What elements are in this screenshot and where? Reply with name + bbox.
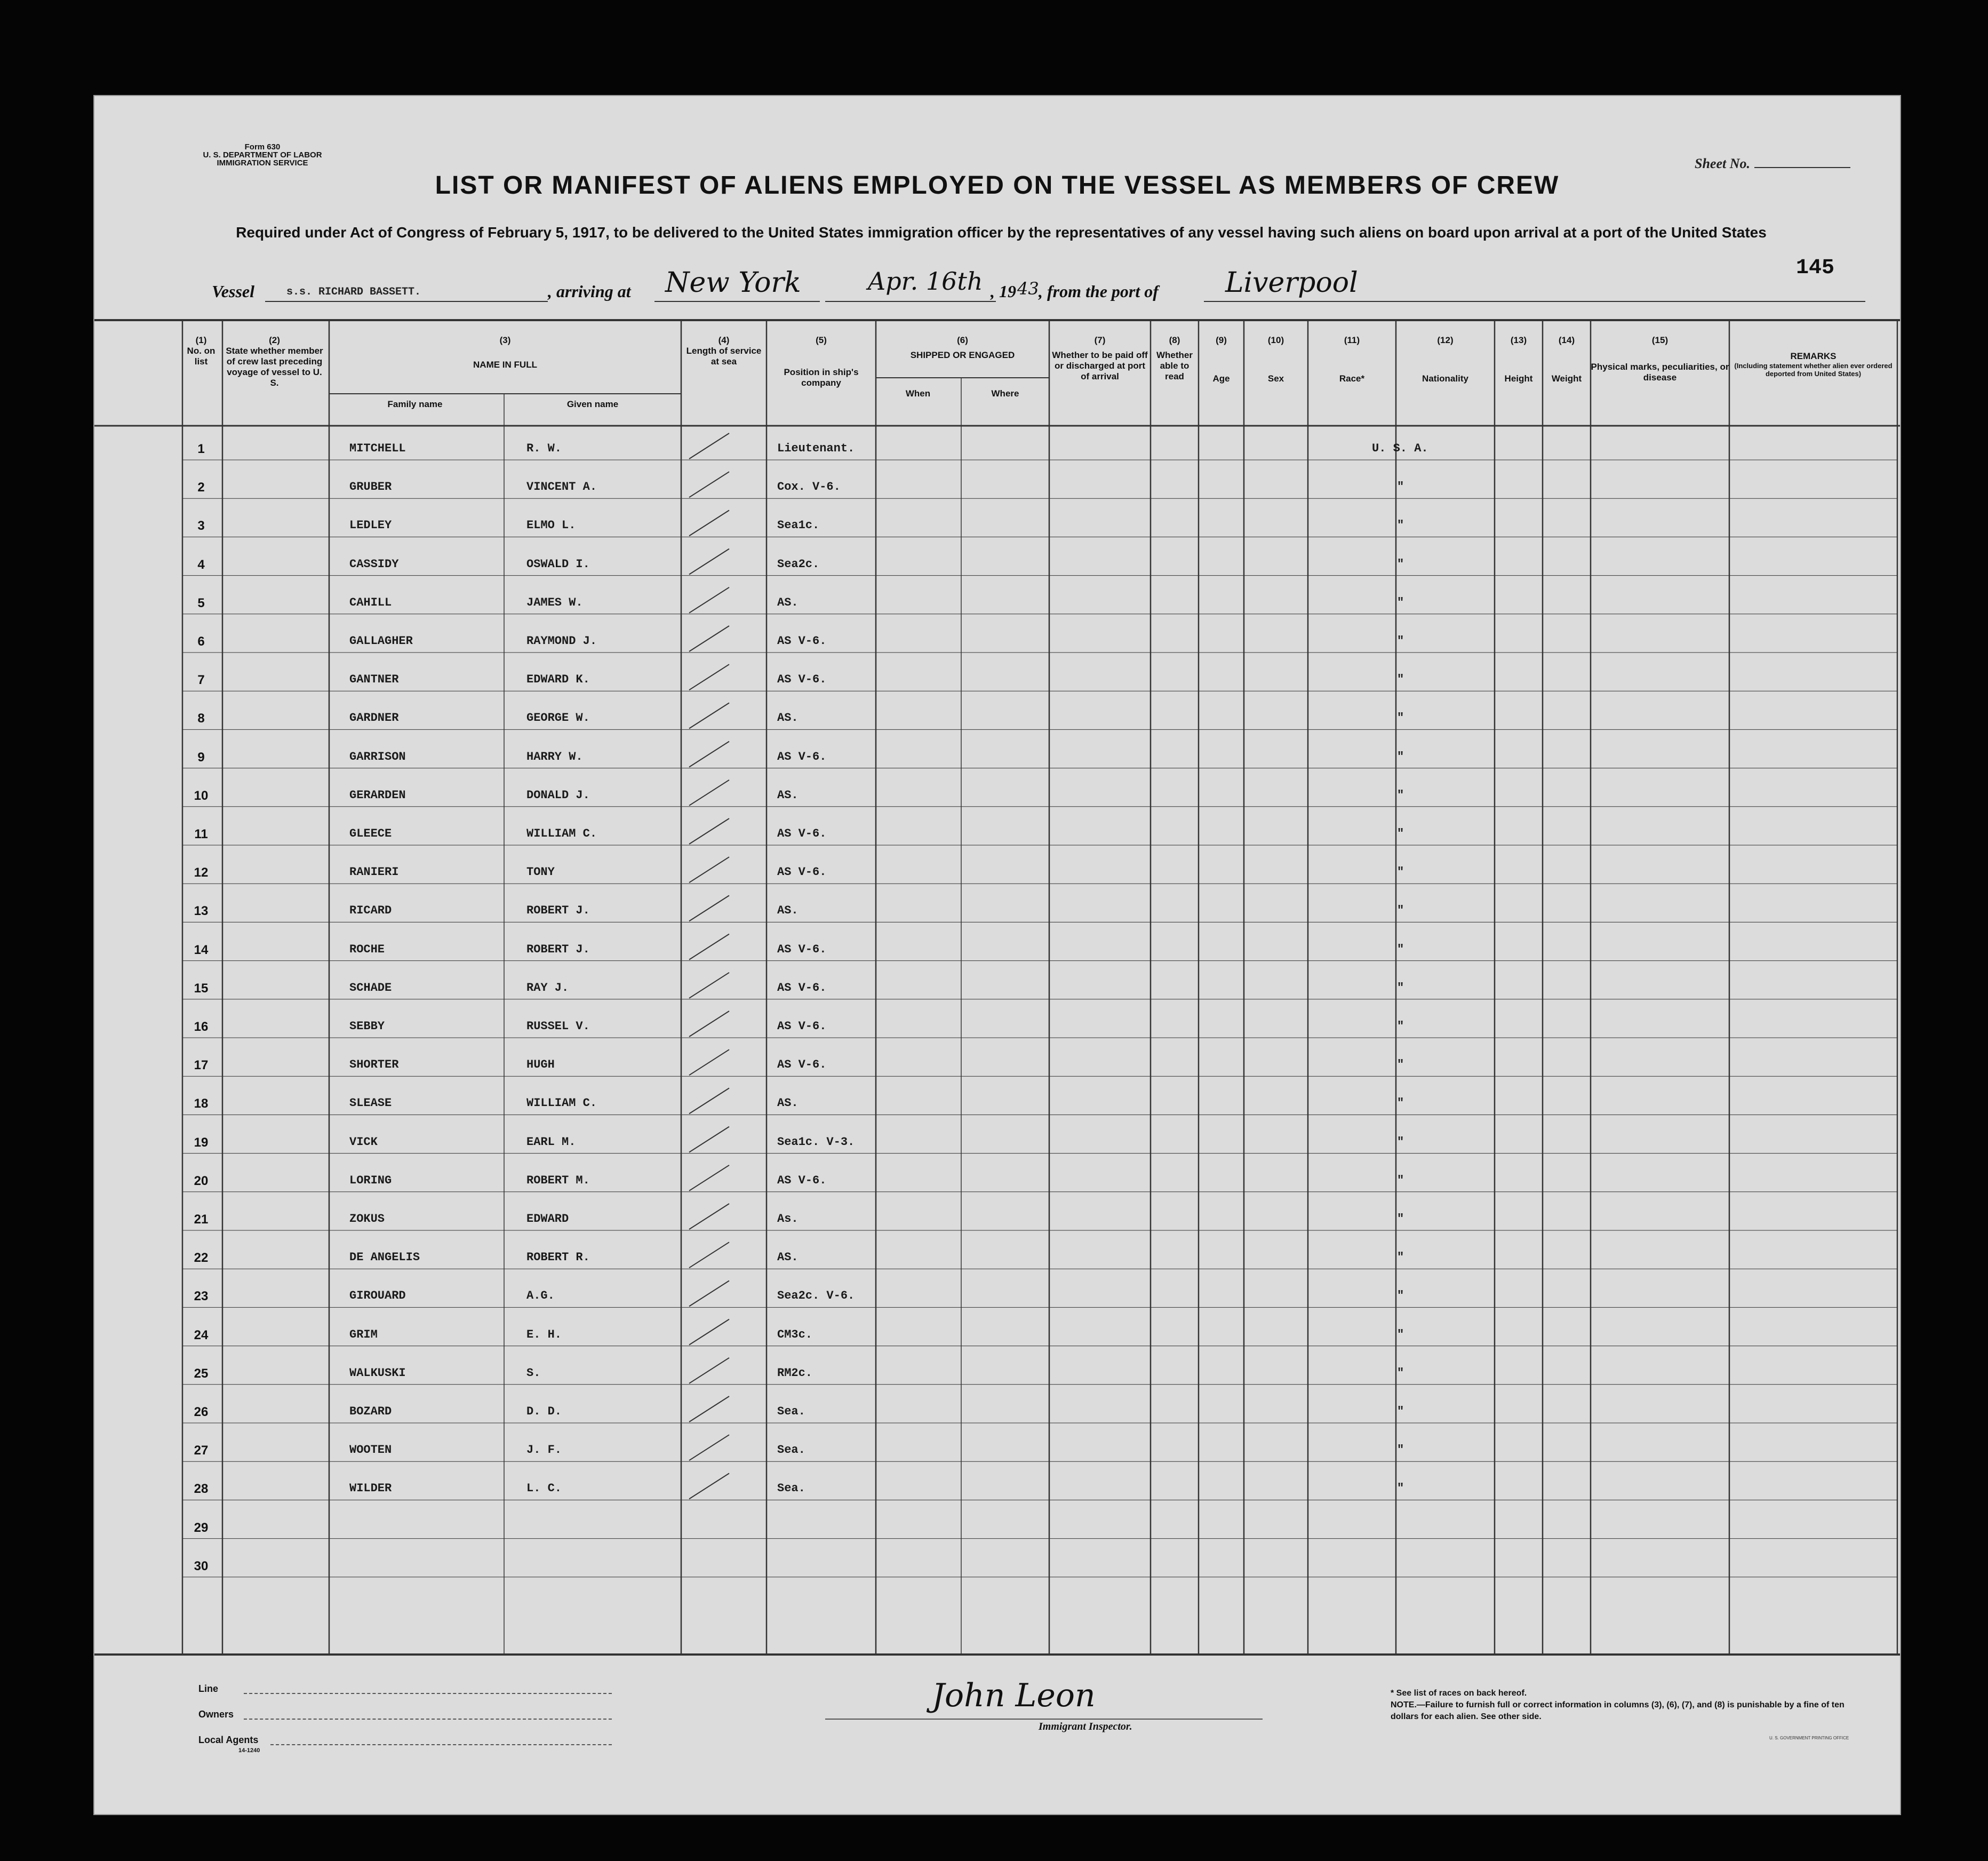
col-age-number: (9) <box>1216 335 1227 345</box>
position-cell: Sea1c. V-3. <box>777 1135 855 1149</box>
position-cell: AS V-6. <box>777 1058 827 1072</box>
col-paid-off-label: Whether to be paid off or discharged at port of arrival <box>1052 350 1148 381</box>
col-service-length-number: (4) <box>718 335 730 345</box>
given-name-cell: A.G. <box>526 1289 555 1303</box>
col-weight-number: (14) <box>1558 335 1575 345</box>
penalty-note: NOTE.—Failure to furnish full or correct information in columns (3), (6), (7), and (8) is punishable by a fine of ten dollars for each alien. See other side. <box>1391 1700 1845 1721</box>
agents-field <box>270 1744 612 1745</box>
row-number: 2 <box>197 480 205 495</box>
col-shipped-where-header: Where <box>991 388 1019 399</box>
col-nationality-header <box>1396 335 1495 384</box>
family-name-cell: GALLAGHER <box>349 634 413 648</box>
row-number: 17 <box>194 1058 209 1073</box>
service-check-mark <box>689 895 729 921</box>
owners-label: Owners <box>198 1709 234 1720</box>
service-check-mark <box>689 703 729 728</box>
arriving-label: , arriving at <box>548 282 631 301</box>
nationality-ditto-cell: " <box>1397 942 1404 956</box>
col-physical-marks-number: (15) <box>1651 335 1668 345</box>
position-cell: Sea. <box>777 1443 805 1457</box>
col-race-number: (11) <box>1344 335 1360 345</box>
row-number: 15 <box>194 981 209 996</box>
given-name-cell: OSWALD I. <box>526 557 590 571</box>
inspector-signature-line <box>825 1719 1263 1720</box>
given-name-cell: S. <box>526 1366 541 1380</box>
given-name-cell: RAYMOND J. <box>526 634 597 648</box>
given-name-cell: TONY <box>526 865 555 879</box>
family-name-cell: SCHADE <box>349 981 392 995</box>
position-cell: Cox. V-6. <box>777 480 841 494</box>
given-name-cell: JAMES W. <box>526 595 583 609</box>
service-check-mark <box>689 1396 729 1422</box>
service-check-mark <box>689 1204 729 1229</box>
nationality-ditto-cell: " <box>1397 711 1404 725</box>
family-name-cell: GERARDEN <box>349 788 406 802</box>
position-cell: AS. <box>777 595 799 609</box>
col-race-header <box>1308 335 1396 384</box>
family-name-cell: VICK <box>349 1135 378 1149</box>
col-read-header <box>1151 335 1199 382</box>
page-number: 145 <box>1796 256 1835 280</box>
row-number: 22 <box>194 1251 209 1266</box>
col-sex-number: (10) <box>1267 335 1284 345</box>
nationality-ditto-cell: " <box>1397 673 1404 687</box>
col-weight-header <box>1543 335 1591 384</box>
nationality-ditto-cell: " <box>1397 1251 1404 1264</box>
col-paid-off-number: (7) <box>1094 335 1106 345</box>
service-check-mark <box>689 934 729 960</box>
row-number: 1 <box>197 442 205 456</box>
family-name-cell: WALKUSKI <box>349 1366 406 1380</box>
position-cell: AS V-6. <box>777 827 827 840</box>
row-number: 3 <box>197 519 205 534</box>
given-name-cell: HARRY W. <box>526 750 583 764</box>
col-remarks-label: REMARKS <box>1790 351 1837 361</box>
position-cell: AS. <box>777 711 799 725</box>
family-name-cell: GLEECE <box>349 827 392 840</box>
col-age-label: Age <box>1212 373 1230 384</box>
family-name-cell: ZOKUS <box>349 1212 385 1226</box>
row-number: 21 <box>194 1212 209 1227</box>
nationality-ditto-cell: " <box>1397 981 1404 995</box>
printer-credit: U. S. GOVERNMENT PRINTING OFFICE <box>1769 1736 1849 1740</box>
given-name-cell: L. C. <box>526 1482 562 1496</box>
service-check-mark <box>689 857 729 882</box>
year-suffix: 43 <box>1017 279 1039 299</box>
position-cell: Lieutenant. <box>777 442 855 455</box>
nationality-ditto-cell: " <box>1397 1135 1404 1149</box>
col-service-length-header <box>681 335 767 367</box>
nationality-ditto-cell: " <box>1397 1482 1404 1496</box>
service-check-mark <box>689 1165 729 1191</box>
col-physical-marks-header <box>1591 335 1729 383</box>
nationality-ditto-cell: " <box>1397 595 1404 609</box>
col-height-number: (13) <box>1510 335 1527 345</box>
row-number: 13 <box>194 904 209 919</box>
nationality-ditto-cell: " <box>1397 1405 1404 1418</box>
position-cell: AS. <box>777 788 799 802</box>
nationality-ditto-cell: " <box>1397 1020 1404 1033</box>
service-check-mark <box>689 1358 729 1383</box>
family-name-cell: ROCHE <box>349 942 385 956</box>
position-cell: CM3c. <box>777 1327 813 1341</box>
service-check-mark <box>689 1049 729 1075</box>
service-check-mark <box>689 1242 729 1268</box>
col-family-name-header: Family name <box>387 399 443 409</box>
col-shipped-when-header: When <box>905 388 931 399</box>
nationality-ditto-cell: " <box>1397 1212 1404 1226</box>
given-name-cell: GEORGE W. <box>526 711 590 725</box>
service-check-mark <box>689 1281 729 1306</box>
nationality-ditto-cell: " <box>1397 750 1404 764</box>
manifest-sheet <box>93 95 1901 1815</box>
position-cell: Sea2c. <box>777 557 820 571</box>
sheet-number-field <box>1695 156 1850 172</box>
family-name-cell: SEBBY <box>349 1020 385 1033</box>
col-sex-header <box>1244 335 1308 384</box>
row-number: 14 <box>194 942 209 957</box>
line-field <box>244 1693 612 1694</box>
position-cell: AS V-6. <box>777 750 827 764</box>
given-name-cell: RUSSEL V. <box>526 1020 590 1033</box>
family-name-cell: WOOTEN <box>349 1443 392 1457</box>
position-cell: AS V-6. <box>777 673 827 687</box>
nationality-ditto-cell: " <box>1397 904 1404 918</box>
given-name-cell: RAY J. <box>526 981 569 995</box>
col-height-label: Height <box>1504 373 1533 384</box>
position-cell: As. <box>777 1212 799 1226</box>
family-name-cell: MITCHELL <box>349 442 406 455</box>
given-name-cell: ROBERT M. <box>526 1173 590 1187</box>
agents-code: 14-1240 <box>238 1747 260 1754</box>
position-cell: Sea. <box>777 1405 805 1418</box>
position-cell: AS. <box>777 1251 799 1264</box>
row-number: 26 <box>194 1405 209 1419</box>
given-name-cell: ROBERT J. <box>526 942 590 956</box>
service-check-mark <box>689 510 729 536</box>
col-height-header <box>1495 335 1543 384</box>
service-check-mark <box>689 1088 729 1114</box>
nationality-ditto-cell: " <box>1397 1058 1404 1072</box>
col-race-label: Race* <box>1339 373 1365 384</box>
form-number: Form 630 <box>244 142 281 152</box>
nationality-ditto-cell: " <box>1397 1289 1404 1303</box>
given-name-cell: E. H. <box>526 1327 562 1341</box>
form-identifier <box>174 143 350 167</box>
col-age-header <box>1199 335 1244 384</box>
col-shipped-label: SHIPPED OR ENGAGED <box>910 350 1015 360</box>
service-check-mark <box>689 587 729 613</box>
position-cell: AS V-6. <box>777 634 827 648</box>
inspector-label: Immigrant Inspector. <box>1039 1721 1132 1732</box>
page-title: LIST OR MANIFEST OF ALIENS EMPLOYED ON THE VESSEL AS MEMBERS OF CREW <box>435 171 1560 200</box>
col-shipped-header <box>876 335 1049 361</box>
position-cell: RM2c. <box>777 1366 813 1380</box>
vessel-name: s.s. RICHARD BASSETT. <box>286 286 421 298</box>
col-no-header <box>182 335 220 367</box>
family-name-cell: BOZARD <box>349 1405 392 1418</box>
from-port-label: , from the port of <box>1039 282 1159 301</box>
col-position-header <box>767 335 876 388</box>
family-name-cell: DE ANGELIS <box>349 1251 420 1264</box>
row-number: 10 <box>194 788 209 803</box>
row-number: 27 <box>194 1443 209 1458</box>
col-name-number: (3) <box>499 335 511 345</box>
row-number: 28 <box>194 1482 209 1497</box>
manifest-footer <box>94 1656 1900 1814</box>
family-name-cell: GARDNER <box>349 711 399 725</box>
row-number: 11 <box>194 827 208 841</box>
family-name-cell: LEDLEY <box>349 519 392 532</box>
row-number: 16 <box>194 1020 209 1034</box>
service-check-mark <box>689 1473 729 1499</box>
position-cell: AS. <box>777 1096 799 1110</box>
col-nationality-number: (12) <box>1437 335 1454 345</box>
service-check-mark <box>689 1435 729 1460</box>
given-name-cell: HUGH <box>526 1058 555 1072</box>
arrival-date: Apr. 16th <box>868 267 983 296</box>
crew-table <box>94 319 1900 1656</box>
nationality-ditto-cell: " <box>1397 788 1404 802</box>
row-number: 5 <box>197 595 205 610</box>
row-number: 19 <box>194 1135 209 1150</box>
owners-field <box>244 1719 612 1720</box>
family-name-cell: WILDER <box>349 1482 392 1496</box>
sheet-label: Sheet No. <box>1695 156 1750 171</box>
service-check-mark <box>689 1127 729 1152</box>
col-position-label: Position in ship's company <box>784 367 859 388</box>
service-check-mark <box>689 973 729 998</box>
col-name-label: NAME IN FULL <box>473 360 537 370</box>
position-cell: Sea1c. <box>777 519 820 532</box>
position-cell: AS V-6. <box>777 981 827 995</box>
col-service-length-label: Length of service at sea <box>686 346 762 367</box>
family-name-cell: CASSIDY <box>349 557 399 571</box>
position-cell: AS V-6. <box>777 942 827 956</box>
nationality-ditto-cell: " <box>1397 634 1404 648</box>
given-name-cell: ROBERT J. <box>526 904 590 918</box>
family-name-cell: GRIM <box>349 1327 378 1341</box>
arriving-port: New York <box>665 267 801 299</box>
given-name-cell: R. W. <box>526 442 562 455</box>
given-name-cell: EDWARD <box>526 1212 569 1226</box>
position-cell: AS V-6. <box>777 1020 827 1033</box>
position-cell: AS. <box>777 904 799 918</box>
service-check-mark <box>689 472 729 497</box>
family-name-cell: GRUBER <box>349 480 392 494</box>
line-label: Line <box>198 1683 219 1694</box>
col-shipped-number: (6) <box>957 335 968 345</box>
nationality-ditto-cell: " <box>1397 557 1404 571</box>
family-name-cell: GIROUARD <box>349 1289 406 1303</box>
col-remarks-sublabel: (Including statement whether alien ever ordered deported from United States) <box>1734 362 1893 378</box>
col-name-header <box>329 335 681 370</box>
given-name-cell: EDWARD K. <box>526 673 590 687</box>
agents-label: Local Agents <box>198 1735 259 1745</box>
nationality-ditto-cell: " <box>1397 480 1404 494</box>
row-number: 25 <box>194 1366 209 1381</box>
position-cell: Sea2c. V-6. <box>777 1289 855 1303</box>
nationality-ditto-cell: " <box>1397 519 1404 532</box>
col-previous-voyage-number: (2) <box>269 335 280 345</box>
row-number: 8 <box>197 711 205 726</box>
col-read-number: (8) <box>1169 335 1180 345</box>
col-read-label: Whether able to read <box>1156 350 1193 381</box>
nationality-ditto-cell: " <box>1397 1096 1404 1110</box>
given-name-cell: WILLIAM C. <box>526 1096 597 1110</box>
service-check-mark <box>689 626 729 651</box>
service-check-mark <box>689 664 729 690</box>
row-number: 9 <box>197 750 205 765</box>
given-name-cell: ROBERT R. <box>526 1251 590 1264</box>
col-position-number: (5) <box>816 335 827 345</box>
col-previous-voyage-header <box>222 335 326 388</box>
family-name-cell: SHORTER <box>349 1058 399 1072</box>
footer-note <box>1391 1688 1860 1723</box>
col-previous-voyage-label: State whether member of crew last preceding voyage of vessel to U. S. <box>226 346 323 388</box>
given-name-cell: WILLIAM C. <box>526 827 597 840</box>
year-prefix: , 19 <box>991 282 1016 301</box>
service-check-mark <box>689 1011 729 1037</box>
col-sex-label: Sex <box>1267 373 1284 384</box>
col-no-number: (1) <box>195 335 207 345</box>
row-number: 29 <box>194 1520 209 1535</box>
inspector-signature: John Leon <box>932 1677 1096 1714</box>
department-name: U. S. DEPARTMENT OF LABOR <box>203 150 322 160</box>
nationality-ditto-cell: " <box>1397 1366 1404 1380</box>
vessel-label: Vessel <box>212 282 254 301</box>
row-number: 6 <box>197 634 205 649</box>
service-name: IMMIGRATION SERVICE <box>217 158 308 168</box>
row-number: 7 <box>197 673 205 688</box>
nationality-ditto-cell: " <box>1397 827 1404 840</box>
family-name-cell: LORING <box>349 1173 392 1187</box>
nationality-ditto-cell: " <box>1397 865 1404 879</box>
service-check-mark <box>689 549 729 575</box>
col-paid-off-header <box>1049 335 1151 382</box>
service-check-mark <box>689 818 729 844</box>
row-number: 20 <box>194 1173 209 1188</box>
col-weight-label: Weight <box>1551 373 1582 384</box>
family-name-cell: GANTNER <box>349 673 399 687</box>
given-name-cell: ELMO L. <box>526 519 576 532</box>
row-number: 24 <box>194 1327 209 1342</box>
family-name-cell: RANIERI <box>349 865 399 879</box>
given-name-cell: EARL M. <box>526 1135 576 1149</box>
position-cell: AS V-6. <box>777 1173 827 1187</box>
nationality-ditto-cell: " <box>1397 1173 1404 1187</box>
position-cell: Sea. <box>777 1482 805 1496</box>
row-number: 4 <box>197 557 205 572</box>
family-name-cell: GARRISON <box>349 750 406 764</box>
family-name-cell: CAHILL <box>349 595 392 609</box>
service-check-mark <box>689 1319 729 1345</box>
page-subtitle: Required under Act of Congress of February 5, 1917, to be delivered to the United States immigration officer by the representatives of any vessel having such aliens on board upon arrival at a port of the United States <box>236 224 1767 241</box>
given-name-cell: VINCENT A. <box>526 480 597 494</box>
given-name-cell: J. F. <box>526 1443 562 1457</box>
given-name-cell: DONALD J. <box>526 788 590 802</box>
col-remarks-header <box>1729 335 1897 378</box>
from-port: Liverpool <box>1225 267 1358 299</box>
row-number: 12 <box>194 865 209 880</box>
sheet-number-line <box>1754 167 1850 168</box>
races-note: * See list of races on back hereof. <box>1391 1689 1527 1698</box>
given-name-cell: D. D. <box>526 1405 562 1418</box>
service-check-mark <box>689 742 729 767</box>
service-check-mark <box>689 433 729 459</box>
row-number: 30 <box>194 1558 209 1573</box>
col-physical-marks-label: Physical marks, peculiarities, or disease <box>1591 362 1729 383</box>
nationality-cell: U. S. A. <box>1372 442 1428 455</box>
col-no-label: No. on list <box>187 346 215 367</box>
service-check-mark <box>689 780 729 806</box>
col-given-name-header: Given name <box>566 399 619 409</box>
col-nationality-label: Nationality <box>1422 373 1468 384</box>
family-name-cell: SLEASE <box>349 1096 392 1110</box>
row-number: 23 <box>194 1289 209 1304</box>
nationality-ditto-cell: " <box>1397 1327 1404 1341</box>
position-cell: AS V-6. <box>777 865 827 879</box>
nationality-ditto-cell: " <box>1397 1443 1404 1457</box>
row-number: 18 <box>194 1096 209 1111</box>
family-name-cell: RICARD <box>349 904 392 918</box>
